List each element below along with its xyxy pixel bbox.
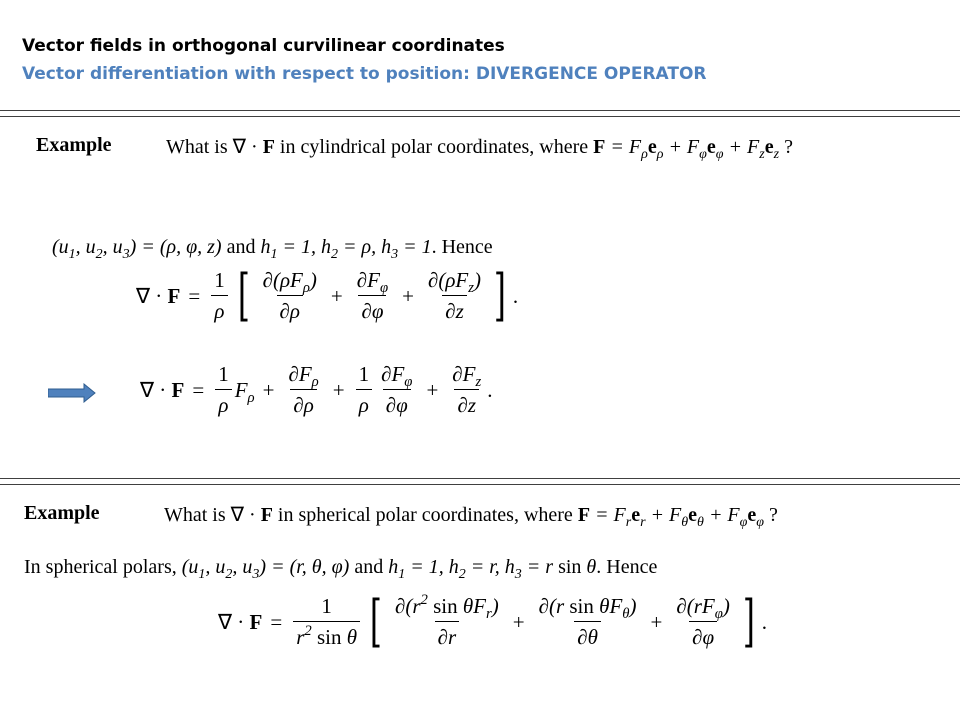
question-mid: in cylindrical polar coordinates, where [279, 136, 589, 158]
example-1-given: ($u_1$, $u_2$, $u_3) = (\rho$, φ, z) and $h_1 = 1$, $h_2 = \rho$, $h_3 = 1$. Hence [52, 236, 493, 262]
example-2-question: What is ∇ · F in spherical polar coordinates, where $F = F_re_r + F_\theta e_\theta + F_\varphi e_\varphi$ ? [164, 504, 778, 530]
question-end: ? [784, 136, 793, 158]
slide-title: Vector fields in orthogonal curvilinear coordinates [22, 36, 505, 56]
question-prefix: What is [164, 504, 226, 526]
divider [0, 478, 960, 479]
given-and: and [354, 556, 384, 578]
divergence-cylindrical-expanded: ∇ · F = $\frac{1}{\rho}$ $F_\rho$ + $\frac{\partial F_\rho}{\partial\rho}$ + $\frac{1}{\rho}$ $\frac{\partial F_\varphi}{\partial\varphi}$ + $\frac{\partial F_z}{\partial z}$ . [140, 362, 493, 417]
divider [0, 484, 960, 485]
divergence-cylindrical-formula: ∇ · F = $\frac{1}{\rho}$ [ $\frac{\partial(\rho F_\rho)}{\partial\rho}$ + $\frac{\partial F_\varphi}{\partial\varphi}$ + $\frac{\partial(\rho F_z)}{\partial z}$ ] . [136, 263, 519, 328]
example-2-label: Example [24, 502, 100, 524]
question-mid: in spherical polar coordinates, where [277, 504, 573, 526]
example-2-given: In spherical polars, ($u_1$, $u_2$, $u_3) = (r$, θ, φ) and $h_1 = 1$, $h_2 = r$, $h_3 = r$ sin θ. Hence [24, 556, 658, 582]
question-end: ? [769, 504, 778, 526]
question-prefix: What is [166, 136, 228, 158]
given-intro: In spherical polars, [24, 556, 177, 578]
given-and: and [226, 236, 256, 258]
given-hence: . Hence [431, 236, 493, 258]
given-hence: . Hence [596, 556, 658, 578]
divider [0, 116, 960, 117]
divider [0, 110, 960, 111]
example-1-question: What is ∇ · F in cylindrical polar coordinates, where $F = F_\rho e_\rho + F_\varphi e_\varphi + F_ze_z$ ? [166, 136, 793, 162]
divergence-spherical-formula: ∇ · F = $\frac{1}{r^2 \sin \theta}$ [ $\frac{\partial(r^2 \sin \theta F_r)}{\partial r}$ + $\frac{\partial(r \sin \theta F_\theta)}{\partial\theta}$ + $\frac{\partial(rF_\varphi)}{\partial\varphi}$ ] . [218, 589, 767, 654]
right-arrow-icon [48, 383, 96, 403]
slide-subtitle: Vector differentiation with respect to position: DIVERGENCE OPERATOR [22, 64, 707, 84]
example-1-label: Example [36, 134, 112, 156]
